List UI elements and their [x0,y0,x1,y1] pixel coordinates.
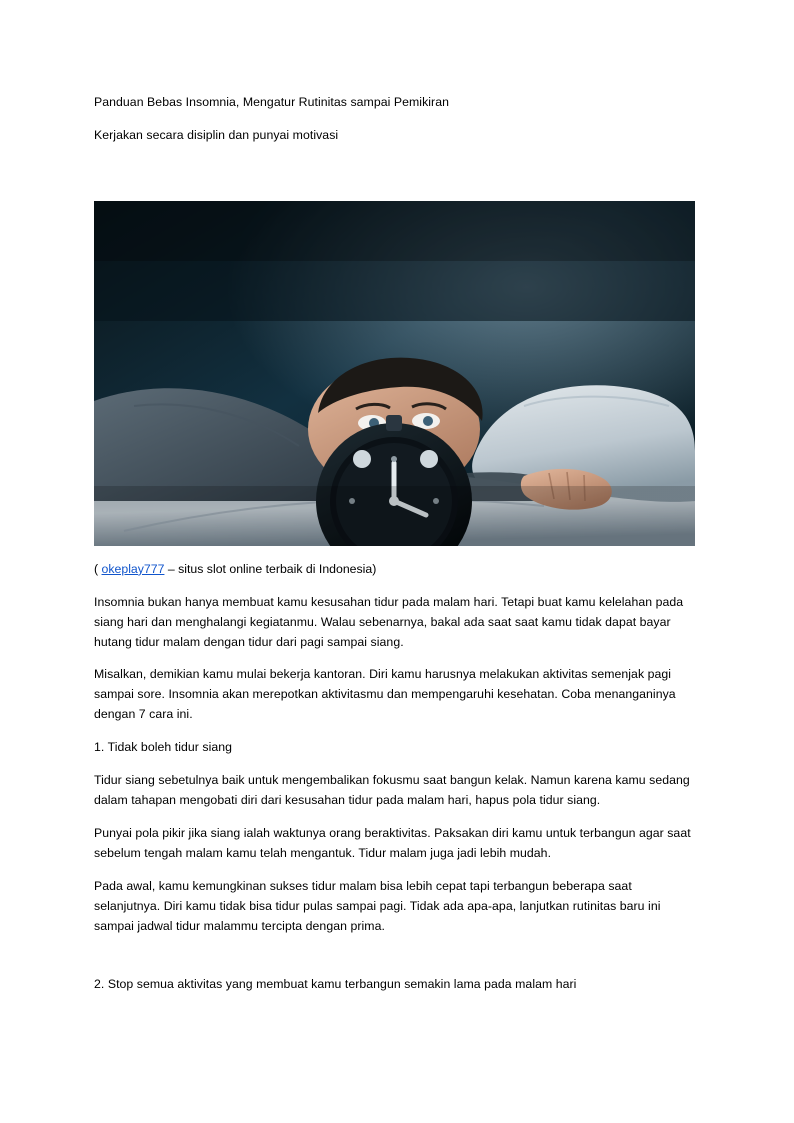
paragraph-1: Insomnia bukan hanya membuat kamu kesusahan tidur pada malam hari. Tetapi buat kamu kelelahan pada siang hari dan menghalangi kegiatanmu. Walau sebenarnya, bakal ada saat saat kamu tidak dapat bayar hutang tidur malam dengan tidur dari pagi sampai siang. [94,594,684,649]
paragraph-2: Misalkan, demikian kamu mulai bekerja kantoran. Diri kamu harusnya melakukan aktivitas semenjak pagi sampai sore. Insomnia akan merepotkan aktivitasmu dan mempengaruhi kesehatan. Coba menanganinya dengan 7 cara ini. [94,667,676,722]
article-image-illustration [94,201,695,546]
section-heading-1: 1. Tidak boleh tidur siang [94,740,233,755]
paragraph-3: Tidur siang sebetulnya baik untuk mengembalikan fokusmu saat bangun kelak. Namun karena kamu sedang dalam tahapan mengobati diri dari kesusahan tidur pada malam hari, hapus pola tidur siang. [94,773,690,807]
section-heading-2: 2. Stop semua aktivitas yang membuat kamu terbangun semakin lama pada malam hari [94,977,577,992]
article-image [94,201,695,546]
spacer [94,159,698,201]
paragraph-5: Pada awal, kamu kemungkinan sukses tidur malam bisa lebih cepat tapi terbangun beberapa saat selanjutnya. Diri kamu tidak bisa tidur pulas sampai pagi. Tidak ada apa-apa, lanjutkan rutinitas baru ini sampai jadwal tidur malammu tercipta dengan prima. [94,878,661,933]
document-body [94,93,698,1008]
document-subtitle: Kerjakan secara disiplin dan punyai motivasi [94,127,339,142]
document-title: Panduan Bebas Insomnia, Mengatur Rutinitas sampai Pemikiran [94,95,449,109]
spacer-before-section-2 [94,949,698,975]
okeplay777-link[interactable]: okeplay777 [101,561,165,576]
paragraph-4: Punyai pola pikir jika siang ialah waktunya orang beraktivitas. Paksakan diri kamu untuk terbangun agar saat sebelum tengah malam kamu telah mengantuk. Tidur malam juga jadi lebih mudah. [94,825,691,860]
caption-rest: – situs slot online terbaik di Indonesia) [164,561,377,576]
caption-open-paren: ( [94,561,99,576]
image-caption [94,560,698,580]
